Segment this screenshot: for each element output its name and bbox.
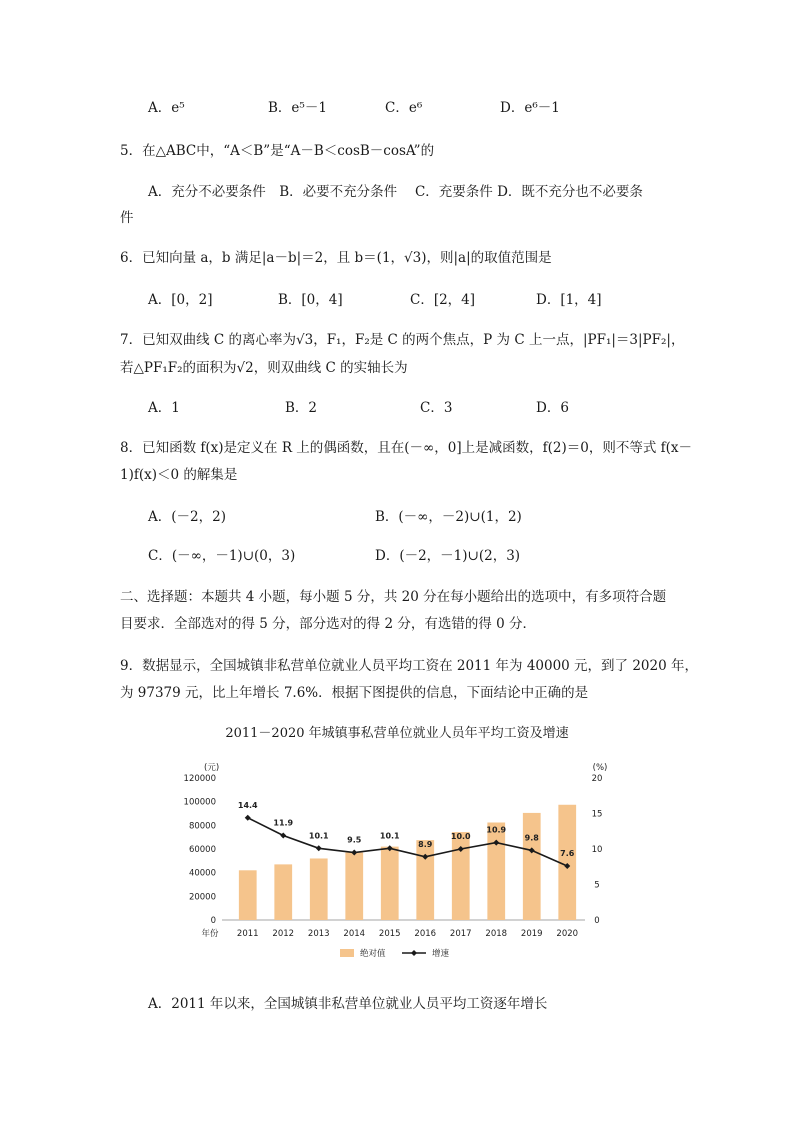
x-tick-label: 2014: [343, 929, 366, 939]
left-tick-label: 60000: [188, 845, 216, 855]
growth-label-2018: 10.9: [486, 825, 507, 835]
right-axis-unit: (%): [592, 763, 608, 773]
q6-option-b: B．[0，4]: [278, 292, 343, 308]
growth-point-2012: [280, 833, 286, 839]
left-tick-label: 120000: [183, 774, 216, 784]
right-tick-label: 0: [594, 916, 600, 926]
bar-2017: [452, 832, 470, 920]
q8-stem-line2: 1)f(x)＜0 的解集是: [120, 467, 238, 483]
legend-bar-label: 绝对值: [360, 949, 386, 959]
left-tick-label: 80000: [188, 821, 216, 832]
q6-option-d: D．[1，4]: [536, 292, 602, 308]
right-tick-label: 15: [591, 809, 603, 820]
q5-options: A．充分不必要条件 B．必要不充分条件 C．充要条件 D．既不充分也不必要条: [148, 184, 643, 200]
left-tick-label: 0: [210, 916, 216, 926]
growth-label-2019: 9.8: [524, 833, 539, 843]
q5-stem: 5．在△ABC中，“A＜B”是“A－B＜cosB－cosA”的: [120, 143, 435, 159]
bar-2018: [487, 822, 505, 920]
q7-stem-line2: 若△PF₁F₂的面积为√2，则双曲线 C 的实轴长为: [120, 360, 408, 376]
section2-line1: 二、选择题：本题共 4 小题，每小题 5 分，共 20 分在每小题给出的选项中，有多项符合题: [120, 589, 667, 605]
q7-option-a: A．1: [148, 400, 180, 416]
q5-options-wrap: 件: [120, 210, 134, 226]
bar-2016: [416, 840, 434, 920]
growth-label-2017: 10.0: [450, 832, 471, 841]
x-tick-label: 2016: [414, 929, 437, 939]
q6-option-c: C．[2，4]: [410, 292, 476, 308]
q7-option-d: D．6: [536, 400, 569, 416]
chart-title: 2011－2020 年城镇事私营单位就业人员年平均工资及增速: [225, 726, 569, 741]
legend-line-label: 增速: [432, 949, 450, 959]
x-tick-label: 2015: [378, 929, 401, 939]
right-tick-label: 10: [591, 845, 603, 855]
q8-option-b: B．(－∞，－2)∪(1，2): [375, 509, 522, 525]
growth-line: [248, 818, 568, 866]
right-tick-label: 5: [594, 880, 600, 891]
left-tick-label: 100000: [183, 797, 216, 808]
x-tick-label: 2019: [520, 929, 543, 939]
bar-2013: [310, 858, 328, 920]
bar-2014: [345, 853, 363, 920]
x-tick-label: 2017: [449, 929, 472, 939]
growth-label-2013: 10.1: [308, 831, 329, 841]
q7-option-b: B．2: [285, 400, 318, 416]
x-axis-label: 年份: [201, 929, 219, 939]
q4-option-b: B．e⁵－1: [268, 100, 327, 116]
x-tick-label: 2013: [307, 929, 330, 939]
bar-2020: [558, 805, 576, 920]
bar-2011: [239, 870, 257, 920]
left-tick-label: 20000: [188, 892, 216, 903]
x-tick-label: 2011: [236, 929, 259, 939]
bar-2019: [523, 813, 541, 920]
left-axis-unit: (元): [204, 763, 220, 773]
q9-stem-line2: 为 97379 元，比上年增长 7.6%．根据下图提供的信息，下面结论中正确的是: [120, 685, 589, 701]
q9-stem-line1: 9．数据显示，全国城镇非私营单位就业人员平均工资在 2011 年为 40000 元，到了 2020 年，: [120, 658, 698, 674]
q4-option-c: C．e⁶: [385, 100, 423, 116]
left-tick-label: 40000: [188, 868, 216, 879]
q8-stem-line1: 8．已知函数 f(x)是定义在 R 上的偶函数，且在(－∞，0]上是减函数，f(2)＝0，则不等式 f(x－: [120, 440, 693, 456]
x-tick-label: 2020: [556, 929, 579, 939]
q6-option-a: A．[0，2]: [148, 292, 213, 308]
bar-2015: [381, 847, 399, 920]
growth-label-2014: 9.5: [347, 835, 362, 845]
q4-option-a: A．e⁵: [148, 100, 185, 116]
growth-label-2015: 10.1: [379, 831, 400, 841]
growth-label-2016: 8.9: [418, 839, 433, 849]
growth-label-2020: 7.6: [560, 849, 575, 859]
q8-option-d: D．(－2，－1)∪(2，3): [375, 548, 521, 564]
q7-option-c: C．3: [420, 400, 453, 416]
q8-option-c: C．(－∞，－1)∪(0，3): [148, 548, 296, 564]
growth-label-2011: 14.4: [237, 800, 258, 810]
q8-option-a: A．(－2，2): [148, 509, 226, 525]
right-tick-label: 20: [591, 774, 603, 784]
legend-line-marker: [411, 950, 417, 956]
q4-option-d: D．e⁶－1: [500, 100, 560, 116]
q6-stem: 6．已知向量 a，b 满足|a－b|＝2，且 b＝(1，√3)，则|a|的取值范围是: [120, 250, 552, 266]
q9-option-a: A．2011 年以来，全国城镇非私营单位就业人员平均工资逐年增长: [148, 996, 548, 1012]
growth-point-2013: [316, 845, 322, 851]
bar-2012: [274, 864, 292, 920]
legend-bar-swatch: [340, 949, 354, 957]
section2-line2: 目要求．全部选对的得 5 分，部分选对的得 2 分，有选错的得 0 分．: [120, 616, 537, 632]
wage-chart-svg: [183, 760, 620, 970]
x-tick-label: 2018: [485, 929, 508, 939]
x-tick-label: 2012: [272, 929, 295, 939]
growth-label-2012: 11.9: [273, 818, 294, 828]
wage-chart: [183, 760, 620, 970]
q7-stem-line1: 7．已知双曲线 C 的离心率为√3，F₁，F₂是 C 的两个焦点，P 为 C 上一点，|PF₁|＝3|PF₂|，: [120, 332, 685, 348]
growth-point-2011: [245, 815, 251, 821]
